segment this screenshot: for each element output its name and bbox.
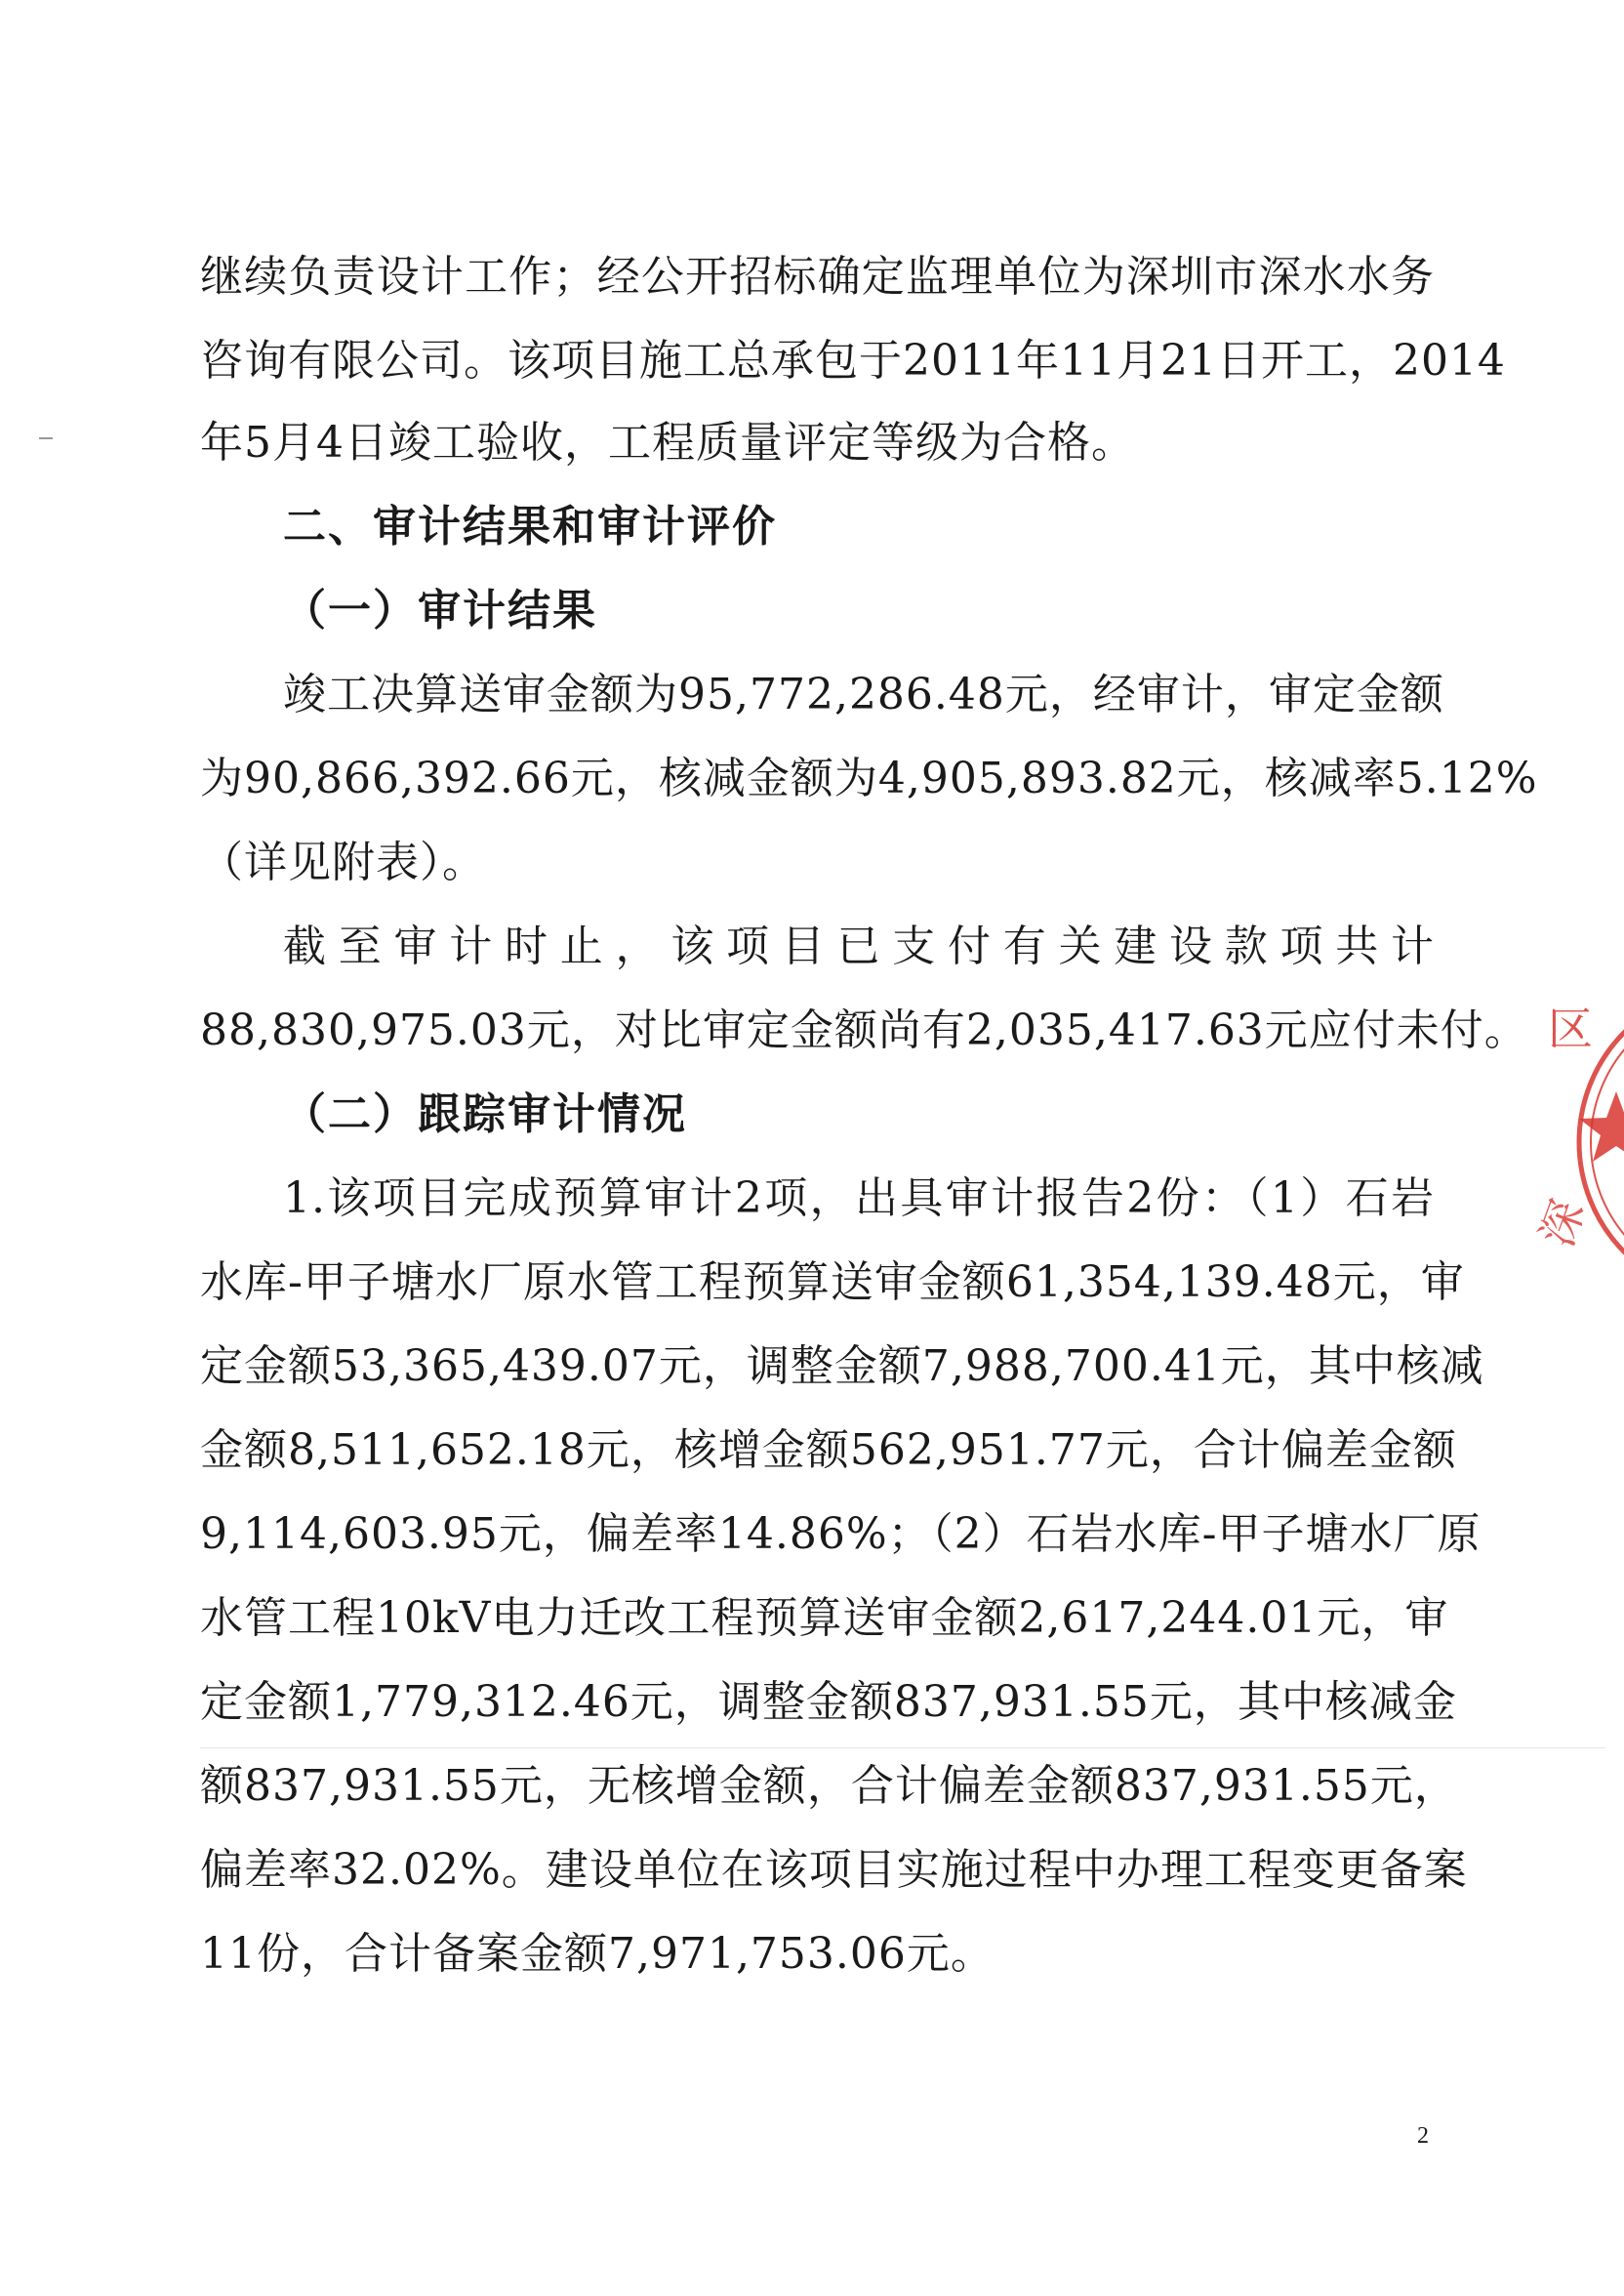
margin-mark	[39, 437, 53, 439]
body-line-1: 继续负责设计工作；经公开招标确定监理单位为深圳市深水水务	[200, 252, 1435, 302]
body-line-12: 1.该项目完成预算审计2项，出具审计报告2份：（1）石岩	[283, 1173, 1435, 1223]
body-line-6: 竣工决算送审金额为95,772,286.48元，经审计，审定金额	[283, 670, 1444, 719]
body-line-21: 11份，合计备案金额7,971,753.06元。	[200, 1929, 995, 1979]
subsection-heading-results: （一）审计结果	[283, 586, 597, 636]
body-line-15: 金额8,511,652.18元，核增金额562,951.77元，合计偏差金额	[200, 1425, 1457, 1475]
seal-text-bottom: 深	[1529, 1193, 1596, 1253]
body-line-8: （详见附表）。	[200, 838, 486, 887]
body-line-13: 水库-甲子塘水厂原水管工程预算送审金额61,354,139.48元，审	[200, 1257, 1465, 1307]
body-line-9: 截至审计时止，该项目已支付有关建设款项共计	[283, 922, 1435, 971]
section-heading-audit-results: 二、审计结果和审计评价	[283, 502, 777, 552]
official-seal	[1511, 976, 1624, 1308]
seal-text-top: 区	[1548, 1003, 1593, 1055]
body-line-7: 为90,866,392.66元，核减金额为4,905,893.82元，核减率5.12%	[200, 754, 1538, 803]
subsection-heading-tracking: （二）跟踪审计情况	[283, 1089, 687, 1139]
body-line-16: 9,114,603.95元，偏差率14.86%；（2）石岩水库-甲子塘水厂原	[200, 1509, 1482, 1559]
body-line-19: 额837,931.55元，无核增金额，合计偏差金额837,931.55元，	[200, 1761, 1458, 1811]
body-line-14: 定金额53,365,439.07元，调整金额7,988,700.41元，其中核减	[200, 1341, 1484, 1391]
body-line-18: 定金额1,779,312.46元，调整金额837,931.55元，其中核减金	[200, 1677, 1457, 1727]
body-line-17: 水管工程10kV电力迁改工程预算送审金额2,617,244.01元，审	[200, 1593, 1449, 1643]
scan-rule	[200, 1747, 1605, 1748]
body-line-10: 88,830,975.03元，对比审定金额尚有2,035,417.63元应付未付。	[200, 1005, 1528, 1055]
body-line-20: 偏差率32.02%。建设单位在该项目实施过程中办理工程变更备案	[200, 1845, 1468, 1895]
page-number: 2	[1417, 2123, 1429, 2149]
body-line-3: 年5月4日竣工验收，工程质量评定等级为合格。	[200, 418, 1135, 468]
body-line-2: 咨询有限公司。该项目施工总承包于2011年11月21日开工，2014	[200, 336, 1506, 386]
